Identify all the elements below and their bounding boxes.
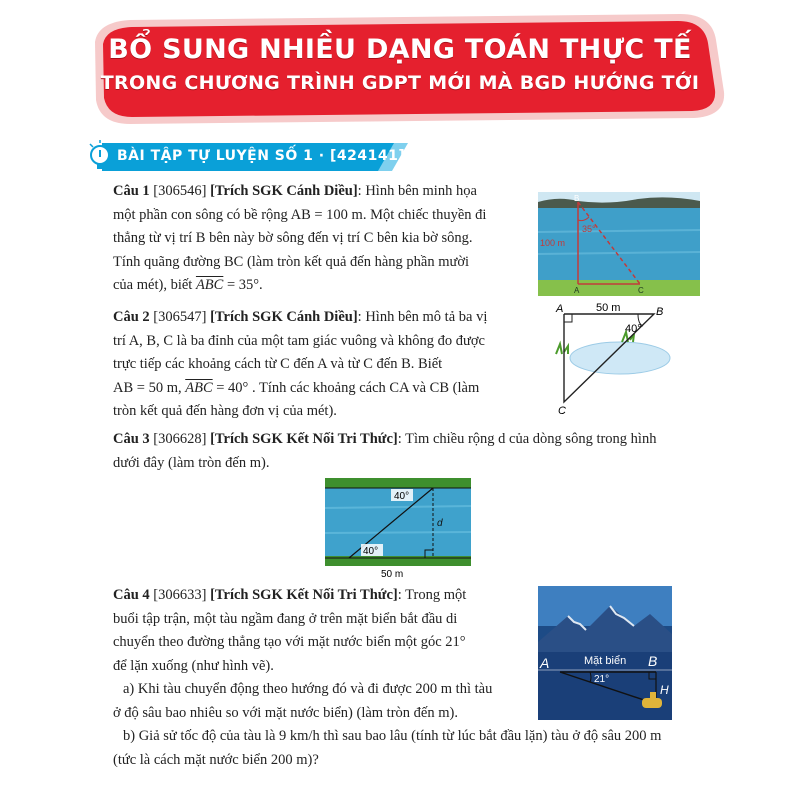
q1-line1: : Hình bên minh họa: [357, 183, 477, 199]
q2-source: [Trích SGK Cánh Diều]: [210, 309, 358, 325]
q2-label: Câu 2: [113, 309, 150, 325]
q1-fig-a: A: [574, 286, 580, 295]
banner-title-line1: BỔ SUNG NHIỀU DẠNG TOÁN THỰC TẾ: [108, 34, 692, 65]
question-4-part-b: [113, 725, 703, 772]
q2-angle-name: $\overline{ABC}$: [185, 379, 213, 396]
q4-line1: : Trong một: [397, 587, 467, 603]
q4-part-a-line2: ở độ sâu bao nhiêu so với mặt nước biển) (làm tròn đến m).: [113, 704, 458, 721]
section-title: BÀI TẬP TỰ LUYỆN SỐ 1 · [424141]: [117, 148, 406, 164]
q2-fig-side: 50 m: [596, 302, 621, 314]
q3-source: [Trích SGK Kết Nối Tri Thức]: [210, 431, 398, 447]
q1-source: [Trích SGK Cánh Diều]: [210, 183, 358, 199]
q3-fig-width: 50 m: [381, 569, 404, 580]
q4-part-b-line2: (tức là cách mặt nước biển 200 m)?: [113, 751, 319, 768]
banner-title-line2: TRONG CHƯƠNG TRÌNH GDPT MỚI MÀ BGD HƯỚNG TỚI: [100, 72, 700, 94]
q1-fig-side: 100 m: [540, 238, 566, 248]
q4-fig-b: B: [648, 653, 658, 669]
q1-id: [306546]: [153, 183, 207, 199]
q4-source: [Trích SGK Kết Nối Tri Thức]: [210, 587, 398, 603]
q4-line3: chuyển theo đường thẳng tạo với mặt nước biển một góc 21°: [113, 634, 466, 650]
q2-line5: tròn kết quả đến hàng đơn vị của mét).: [113, 403, 337, 419]
q1-angle-name: $\overline{ABC}$: [195, 277, 224, 293]
q1-line3: thẳng từ vị trí B bên này bờ sông đến vị trí C bên kia bờ sông.: [113, 230, 473, 246]
q3-fig-angle-bottom: 40°: [363, 546, 379, 557]
q4-fig-a: A: [540, 655, 550, 671]
q1-label: Câu 1: [113, 183, 150, 199]
q2-line4c: = 40° . Tính các khoảng cách CA và CB (làm: [212, 379, 480, 396]
question-3: [113, 428, 703, 475]
q4-label: Câu 4: [113, 587, 150, 603]
q4-fig-surface: Mặt biển: [584, 655, 627, 667]
q4-id: [306633]: [153, 587, 207, 603]
q2-line4a: AB = 50 m,: [113, 379, 186, 396]
q1-river-figure: [538, 192, 700, 296]
q1-line5c: = 35°.: [223, 277, 263, 293]
q3-river-figure: [325, 478, 471, 580]
q1-fig-angle: 35°: [582, 224, 596, 234]
q2-fig-b: B: [656, 306, 664, 318]
q2-fig-c: C: [558, 405, 566, 417]
q4-submarine-figure: [538, 586, 672, 720]
q2-fig-angle: 40°: [625, 323, 642, 335]
q3-label: Câu 3: [113, 431, 150, 447]
question-2: [113, 306, 525, 424]
q4-fig-angle: 21°: [594, 674, 610, 685]
q4-part-b-line1: b) Giả sử tốc độ của tàu là 9 km/h thì sau bao lâu (tính từ lúc bắt đầu lặn) tàu ở độ sâu 200 m: [123, 728, 662, 744]
q4-fig-h: H: [660, 683, 669, 697]
q1-line2: một phần con sông có bề rộng AB = 100 m. Một chiếc thuyền đi: [113, 206, 487, 223]
q4-line4: để lặn xuống (như hình vẽ).: [113, 657, 274, 674]
q2-triangle-figure: [548, 302, 708, 420]
q1-line4: Tính quãng đường BC (làm tròn kết quả đến hàng phần mười: [113, 253, 470, 270]
q2-line1: : Hình bên mô tả ba vị: [357, 309, 488, 325]
q2-fig-a: A: [556, 303, 564, 315]
q3-line1: : Tìm chiều rộng d của dòng sông trong hình: [397, 431, 657, 447]
q3-fig-angle-top: 40°: [394, 491, 410, 502]
q2-line2: trí A, B, C là ba đỉnh của một tam giác vuông và không đo được: [113, 332, 485, 349]
q3-fig-d: d: [437, 518, 443, 529]
q4-line2: buổi tập trận, một tàu ngầm đang ở trên mặt biển bắt đầu di: [113, 610, 458, 627]
q3-line2: dưới đây (làm tròn đến m).: [113, 454, 270, 471]
title-banner: [0, 0, 800, 135]
q1-fig-c: C: [638, 286, 644, 295]
question-4: [113, 584, 525, 725]
q3-id: [306628]: [153, 431, 207, 447]
q2-line3: trực tiếp các khoảng cách từ C đến A và từ C đến B. Biết: [113, 356, 443, 372]
q1-line5a: của mét), biết: [113, 277, 196, 293]
q1-fig-b: B: [574, 194, 580, 203]
q2-id: [306547]: [153, 309, 207, 325]
q4-part-a-line1: a) Khi tàu chuyển động theo hướng đó và đi được 200 m thì tàu: [123, 681, 493, 697]
question-1: [113, 180, 525, 298]
